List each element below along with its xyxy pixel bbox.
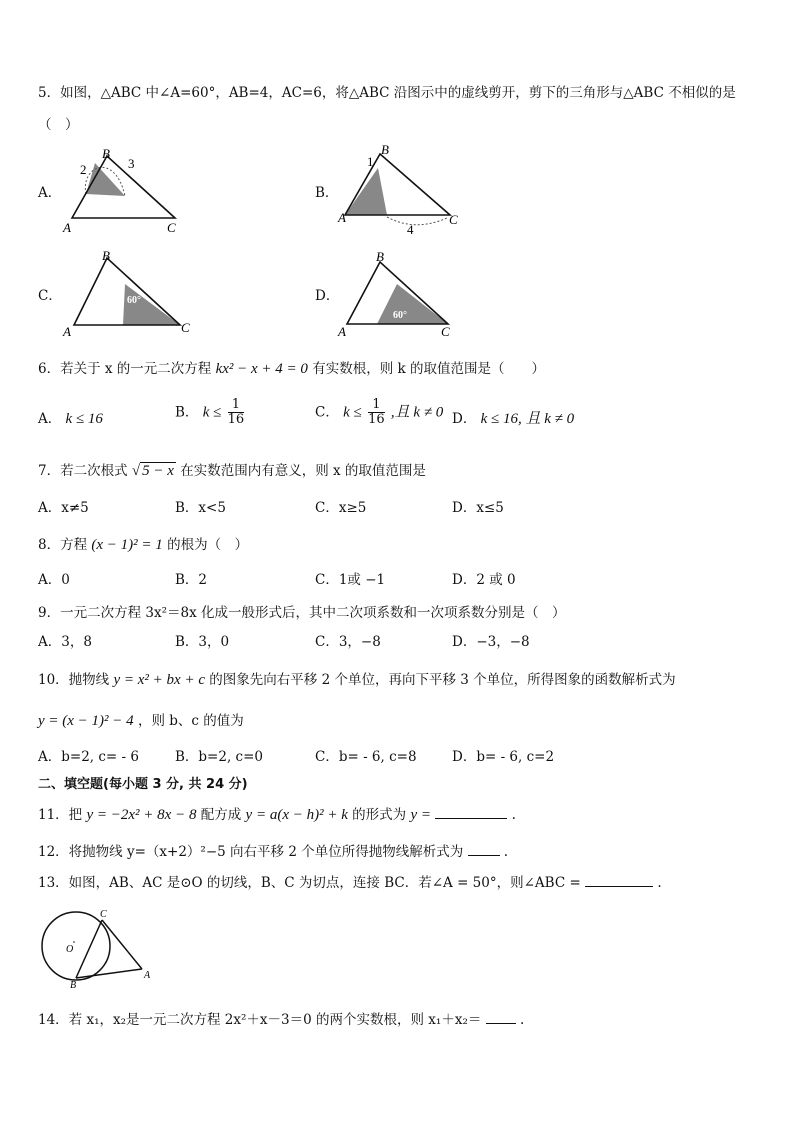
q13-label-c: C: [100, 909, 107, 920]
q10-option-a[interactable]: A．b=2, c= - 6: [38, 749, 139, 765]
q9-option-d[interactable]: D．−3，−8: [452, 634, 530, 650]
q5a-label-a: A: [63, 220, 71, 235]
q13-answer-blank[interactable]: [585, 874, 653, 887]
q8-option-c[interactable]: C．1或 −1: [315, 572, 386, 588]
q5d-angle-label: 60°: [393, 310, 407, 321]
q7-option-a[interactable]: A．x≠5: [38, 500, 89, 516]
q9-stem: 9．一元二次方程 3x²＝8x 化成一般形式后，其中二次项系数和一次项系数分别是（ ）: [38, 605, 566, 621]
q11-vertex-form: y = a(x − h)² + k: [245, 807, 348, 823]
q10-result-equation: y = (x − 1)² − 4: [38, 713, 134, 729]
q6-stem-post: 有实数根，则 k 的取值范围是（ ）: [312, 361, 545, 377]
q11-tail: y =: [410, 807, 431, 823]
q5-paren: （ ）: [38, 117, 79, 133]
q5a-label-c: C: [167, 220, 176, 235]
q5-option-a-label[interactable]: A．: [38, 185, 62, 201]
q6c-frac-num: 1: [368, 398, 385, 413]
q5a-label-3: 3: [128, 156, 135, 171]
q6-option-d-value: k ≤ 16, 且 k ≠ 0: [480, 411, 575, 427]
q11-answer-blank[interactable]: [435, 806, 507, 819]
q6-option-d-label: D．: [452, 411, 477, 427]
q11-post: 的形式为: [352, 807, 407, 823]
q6c-frac-den: 16: [368, 412, 385, 427]
q5d-label-b: B: [376, 249, 384, 264]
q5-stem: 5．如图，△ABC 中∠A=60°，AB=4，AC=6，将△ABC 沿图示中的虚线剪开，剪下的三角形与△ABC 不相似的是: [38, 85, 736, 101]
q5d-label-a: A: [338, 324, 346, 339]
q6b-frac-den: 16: [227, 412, 245, 427]
q13-center-dot: [73, 941, 75, 943]
q5b-label-b: B: [381, 142, 389, 157]
q14-stem: [38, 1011, 524, 1029]
q5-option-d-label[interactable]: D．: [315, 288, 340, 304]
q7-stem-pre: 7．若二次根式: [38, 463, 128, 479]
q13-stem: [38, 874, 662, 892]
q13-tangent-ac: [102, 920, 142, 969]
q11-equation: y = −2x² + 8x − 8: [86, 807, 197, 823]
q6-equation: kx² − x + 4 = 0: [215, 361, 308, 377]
q5c-label-b: B: [102, 248, 110, 263]
q13-end: .: [657, 875, 662, 891]
q5-figure-c: [60, 248, 195, 340]
q13-label-a: A: [144, 970, 151, 981]
q6-option-a-value: k ≤ 16: [65, 411, 103, 427]
q12-text: 12．将抛物线 y=（x+2）²−5 向右平移 2 个单位所得抛物线解析式为: [38, 844, 464, 860]
q8-option-b[interactable]: B．2: [175, 572, 208, 588]
q11-stem: [38, 806, 516, 824]
q12-end: .: [503, 844, 509, 860]
q13-label-b: B: [70, 980, 77, 990]
q6-option-d[interactable]: [452, 410, 574, 428]
q5b-label-c: C: [449, 212, 458, 227]
q5b-dashed-arc: [387, 217, 447, 225]
q6-option-c-tail: ,且 k ≠ 0: [390, 404, 444, 421]
q14-end: .: [519, 1012, 525, 1028]
q11-end: .: [511, 807, 516, 823]
q11-pre: 11．把: [38, 807, 83, 823]
q6-option-b-label: B．: [175, 404, 199, 421]
q13-text: 13．如图，AB、AC 是⊙O 的切线，B、C 为切点，连接 BC．若∠A = 50°，则∠ABC =: [38, 875, 581, 891]
q10-line2-post: ，则 b、c 的值为: [137, 713, 244, 729]
q6-option-b[interactable]: [175, 398, 246, 440]
q6-option-c[interactable]: [315, 398, 443, 440]
q13-chord-bc: [76, 920, 102, 978]
q8-stem-pre: 8．方程: [38, 537, 88, 553]
q12-stem: [38, 843, 508, 861]
q14-text: 14．若 x₁，x₂是一元二次方程 2x²＋x－3＝0 的两个实数根，则 x₁＋x₂＝: [38, 1012, 482, 1028]
q13-label-o: O: [66, 944, 74, 955]
q6-option-c-value: k ≤: [343, 404, 362, 421]
q6-option-c-fraction: [368, 398, 385, 427]
q5b-label-1: 1: [367, 154, 374, 169]
q5c-label-a: A: [63, 324, 71, 339]
q6-option-a-label: A．: [38, 411, 62, 427]
q5b-label-4: 4: [407, 222, 414, 237]
q7-option-d[interactable]: D．x≤5: [452, 500, 504, 516]
q13-circle: [42, 912, 110, 980]
q5c-angle-label: 60°: [127, 295, 141, 306]
q8-stem-post: 的根为（ ）: [167, 537, 249, 553]
q5-option-c-label[interactable]: C．: [38, 288, 62, 304]
q7-option-c[interactable]: C．x≥5: [315, 500, 367, 516]
section-fill-in-title: 二、填空题(每小题 3 分, 共 24 分): [38, 777, 248, 792]
q5-figure-a: [60, 146, 190, 238]
q13-tangent-ab: [76, 969, 142, 978]
q6b-frac-num: 1: [228, 398, 245, 413]
q5b-shaded-triangle: [345, 168, 387, 215]
q6-option-b-fraction: [228, 398, 245, 427]
q11-mid: 配方成: [200, 807, 242, 823]
q5a-triangle: [72, 156, 175, 218]
q10-stem: [38, 671, 676, 689]
q8-option-d[interactable]: D．2 或 0: [452, 572, 516, 588]
q7-stem-post: 在实数范围内有意义，则 x 的取值范围是: [180, 463, 426, 479]
q10-line2: [38, 712, 244, 730]
q10-option-d[interactable]: D．b= - 6, c=2: [452, 749, 555, 765]
q10-stem-post: 的图象先向右平移 2 个单位，再向下平移 3 个单位，所得图象的函数解析式为: [209, 672, 676, 688]
q5-figure-b: [335, 142, 470, 238]
q9-option-c[interactable]: C．3，−8: [315, 634, 381, 650]
q8-stem: [38, 536, 248, 554]
q10-equation: y = x² + bx + c: [113, 672, 205, 688]
q10-option-c[interactable]: C．b= - 6, c=8: [315, 749, 417, 765]
q9-option-b[interactable]: B．3，0: [175, 634, 230, 650]
q14-answer-blank[interactable]: [486, 1011, 516, 1024]
q8-option-a[interactable]: A．0: [38, 572, 70, 588]
q9-option-a[interactable]: A．3，8: [38, 634, 92, 650]
q5b-label-a: A: [338, 210, 346, 225]
q5-figure-d: [335, 248, 465, 340]
q5d-label-c: C: [441, 324, 450, 339]
q5a-label-2: 2: [80, 162, 87, 177]
q5c-label-c: C: [181, 320, 190, 335]
q5-option-b-label[interactable]: B．: [315, 185, 339, 201]
q7-radicand: 5 − x: [142, 463, 174, 479]
q5a-label-b: B: [102, 146, 110, 161]
q13-figure: [36, 906, 161, 990]
q6-stem: [38, 360, 545, 378]
q10-stem-pre: 10．抛物线: [38, 672, 110, 688]
q6-option-b-value: k ≤: [202, 404, 222, 421]
q7-stem: 7．若二次根式 √ 5 − x 在实数范围内有意义，则 x 的取值范围是: [38, 463, 426, 479]
q7-option-b[interactable]: B．x<5: [175, 500, 226, 516]
q10-option-b[interactable]: B．b=2, c=0: [175, 749, 264, 765]
q5d-shaded-triangle: [377, 284, 448, 324]
q6-option-a[interactable]: [38, 410, 103, 428]
q6-stem-pre: 6．若关于 x 的一元二次方程: [38, 361, 212, 377]
q12-answer-blank[interactable]: [468, 843, 500, 856]
q8-equation: (x − 1)² = 1: [91, 537, 163, 553]
q6-option-c-label: C．: [315, 404, 339, 421]
